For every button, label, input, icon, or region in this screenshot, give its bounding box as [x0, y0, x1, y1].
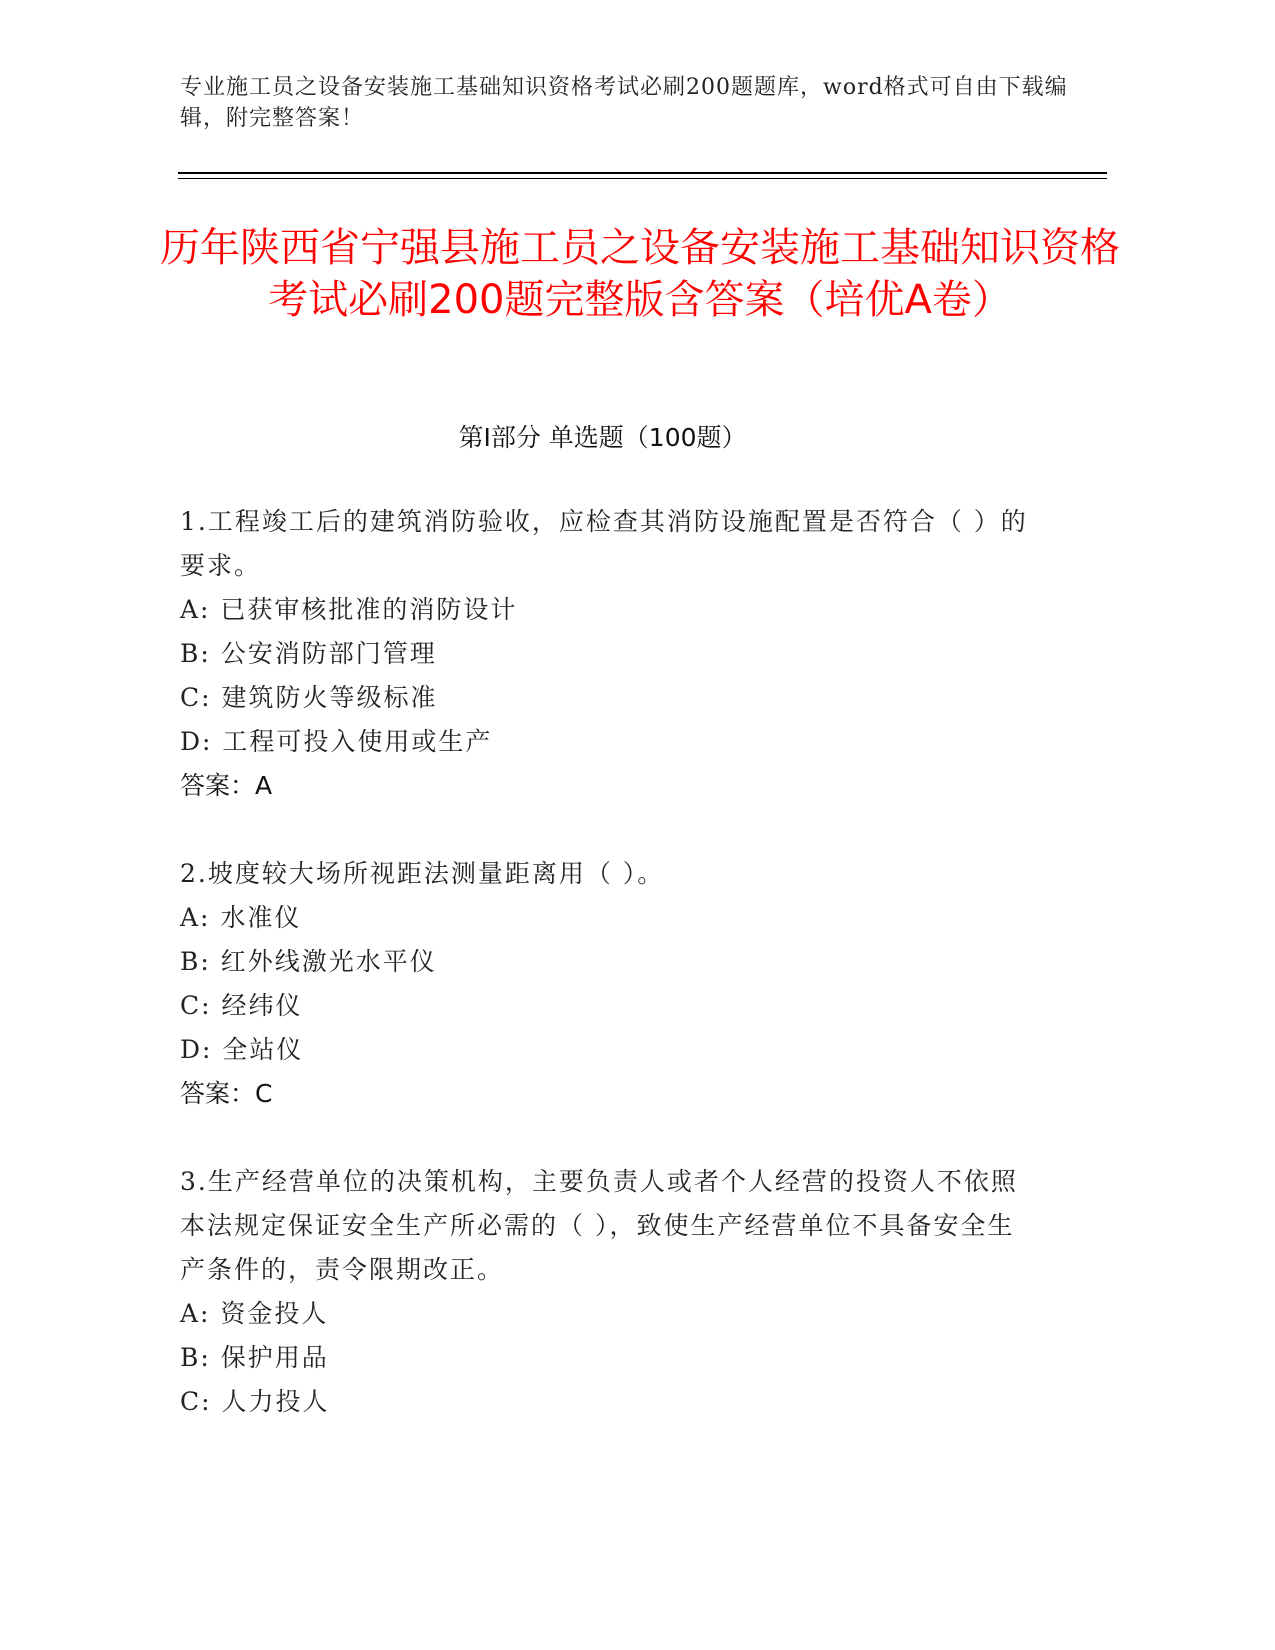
question-option: A: 水准仪: [180, 903, 302, 932]
header-note: 专业施工员之设备安装施工基础知识资格考试必刷200题题库，word格式可自由下载编辑，附完整答案！: [180, 75, 1068, 131]
question-stem: 1.工程竣工后的建筑消防验收，应检查其消防设施配置是否符合（ ）的要求。: [180, 507, 1028, 580]
section-heading: 第Ⅰ部分 单选题（100题）: [458, 423, 747, 452]
question-option: A: 资金投人: [180, 1299, 329, 1328]
document-title: 历年陕西省宁强县施工员之设备安装施工基础知识资格考试必刷200题完整版含答案（培优A卷）: [160, 225, 1120, 323]
question-item: [180, 852, 1040, 1116]
question-option: D: 全站仪: [180, 1035, 304, 1064]
question-item: [180, 1160, 1040, 1424]
question-list: [180, 500, 1040, 1468]
question-option: C: 建筑防火等级标准: [180, 683, 438, 712]
question-option: C: 经纬仪: [180, 991, 303, 1020]
question-item: [180, 500, 1040, 808]
question-answer: 答案：A: [180, 771, 273, 800]
question-answer: 答案：C: [180, 1079, 273, 1108]
header-divider-thick: [178, 172, 1107, 174]
question-option: B: 保护用品: [180, 1343, 329, 1372]
question-option: D: 工程可投入使用或生产: [180, 727, 493, 756]
question-option: B: 红外线激光水平仪: [180, 947, 437, 976]
question-stem: 3.生产经营单位的决策机构，主要负责人或者个人经营的投资人不依照本法规定保证安全生产所必需的（ ），致使生产经营单位不具备安全生产条件的，责令限期改正。: [180, 1167, 1018, 1284]
question-option: C: 人力投人: [180, 1387, 330, 1416]
question-option: B: 公安消防部门管理: [180, 639, 437, 668]
question-option: A: 已获审核批准的消防设计: [180, 595, 518, 624]
header-divider-thin: [178, 178, 1107, 179]
question-stem: 2.坡度较大场所视距法测量距离用（ ）。: [180, 859, 665, 888]
